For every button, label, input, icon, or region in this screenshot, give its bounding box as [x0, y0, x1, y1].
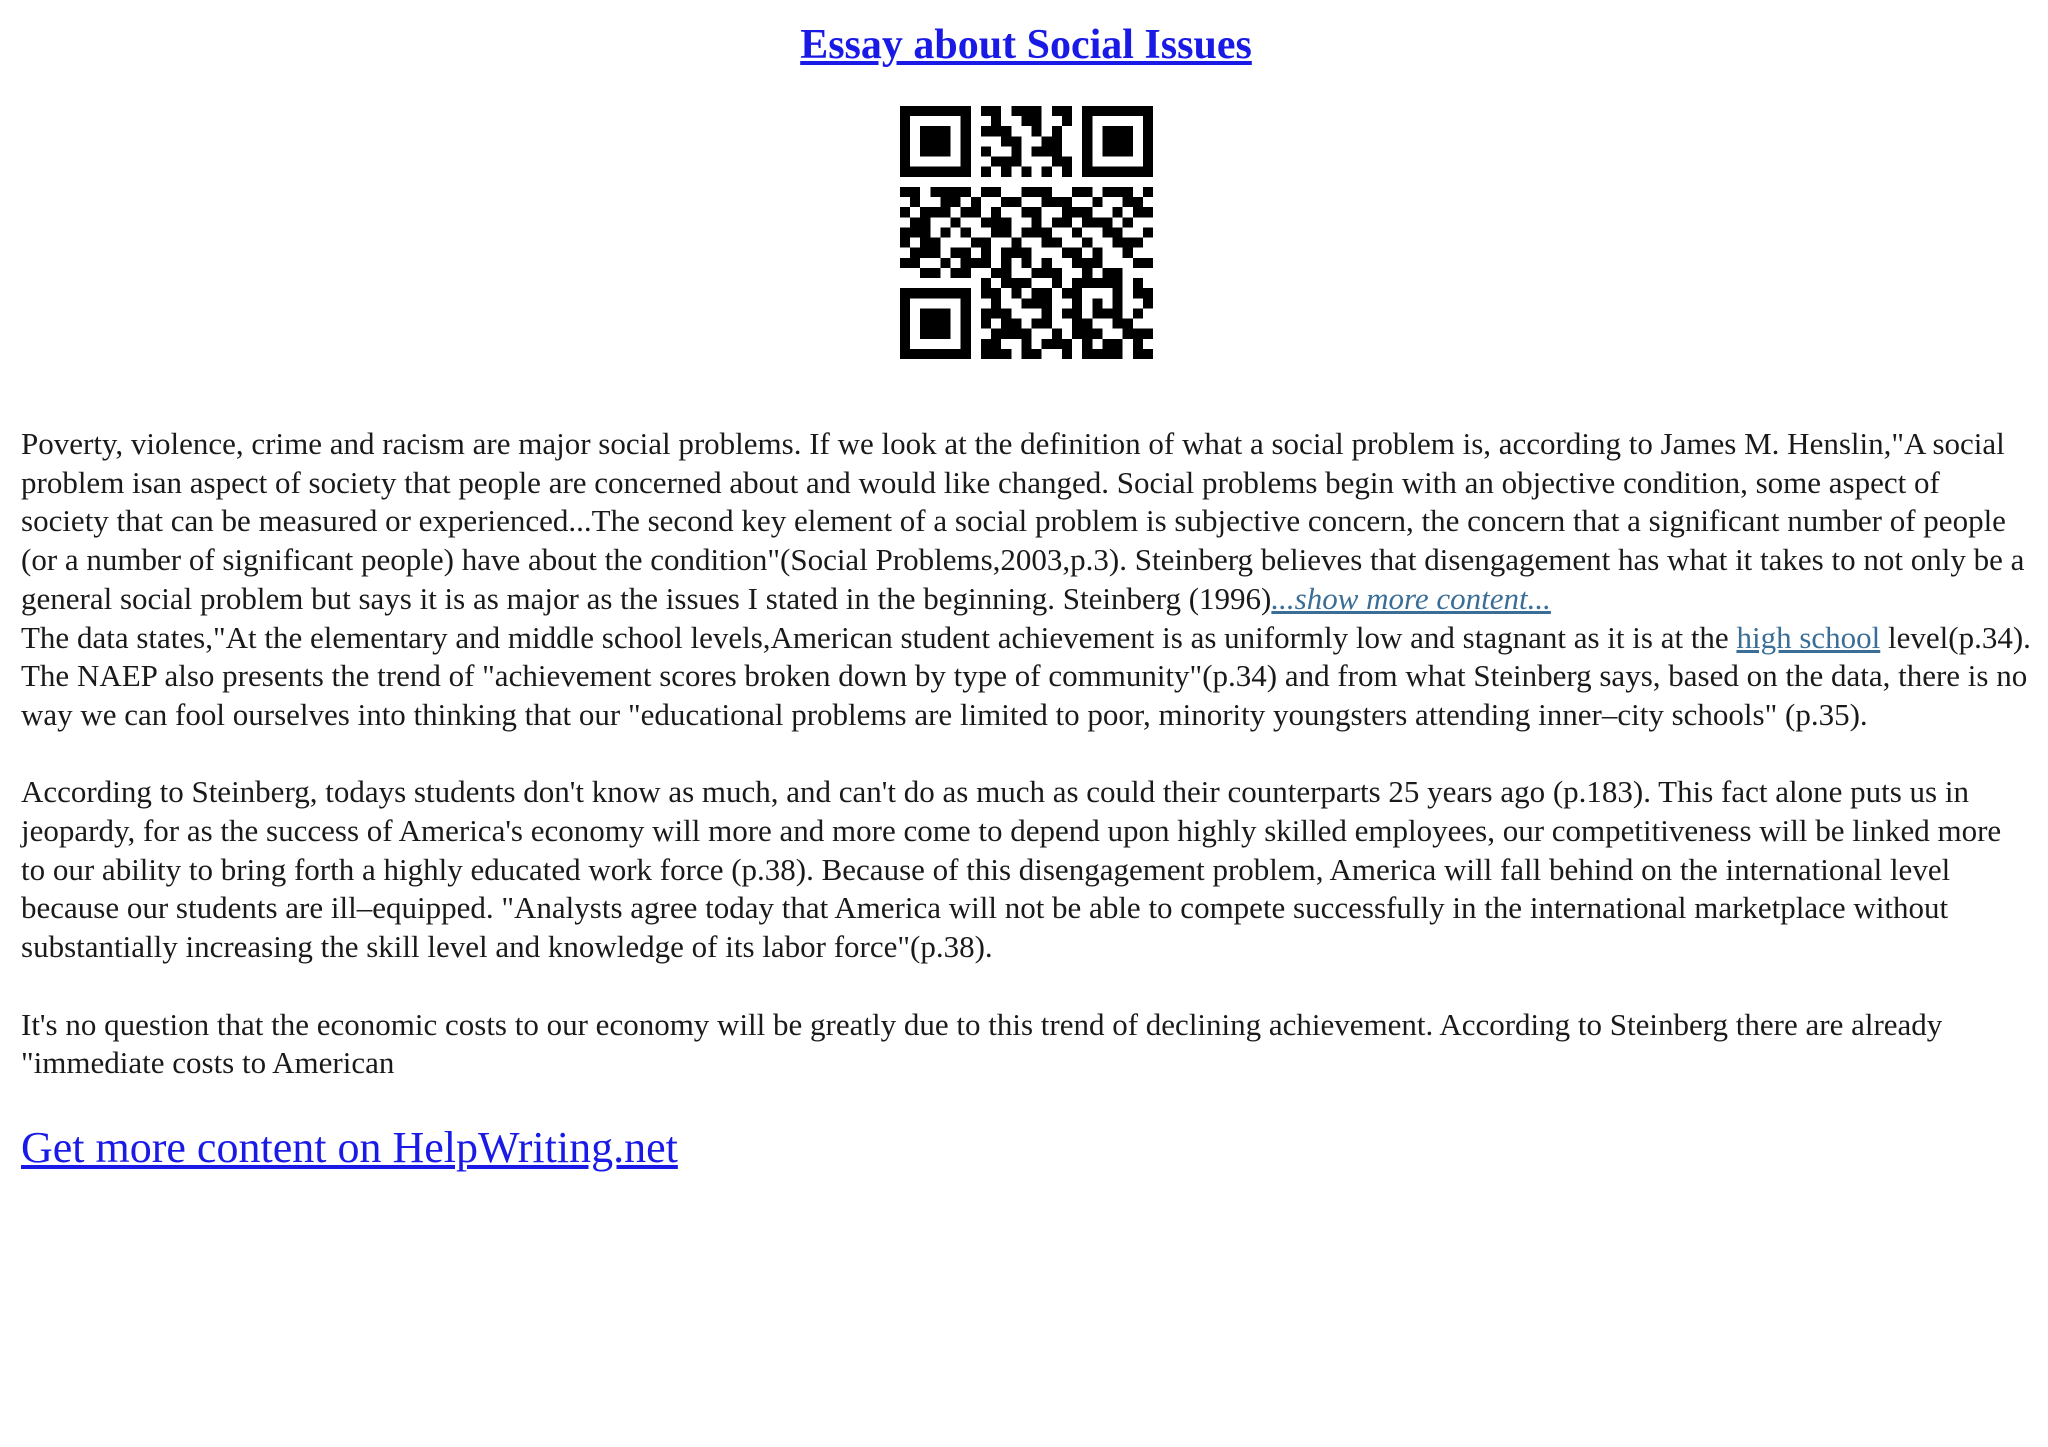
paragraph-2 [21, 619, 2031, 735]
qr-code-icon [900, 106, 1153, 359]
paragraph-spacer [21, 735, 2031, 774]
paragraph-3: According to Steinberg, todays students don't know as much, and can't do as much as could their counterparts 25 years ago (p.183). This fact alone puts us in jeopardy, for as the success of America's economy will more and more come to depend upon highly skilled employees, our competitiveness will be linked more to our ability to bring forth a highly educated work force (p.38). Because of this disengagement problem, America will fall behind on the international level because our students are ill–equipped. "Analysts agree today that America will not be able to compete successfully in the international marketplace without substantially increasing the skill level and knowledge of its labor force"(p.38). [21, 774, 2002, 965]
show-more-link[interactable]: ...show more content... [1271, 580, 1551, 616]
paragraph-4: It's no question that the economic costs to our economy will be greatly due to this trend of declining achievement. According to Steinberg there are already "immediate costs to American [21, 1006, 1943, 1081]
paragraph-2-text-before: The data states,"At the elementary and middle school levels,American student achievement is as uniformly low and stagnant as it is at the [21, 619, 1737, 655]
footer-container [21, 1121, 2031, 1175]
paragraph-1-text: Poverty, violence, crime and racism are major social problems. If we look at the definition of what a social problem is, according to James M. Henslin,"A social problem isan aspect of society that people are concerned about and would like changed. Social problems begin with an objective condition, some aspect of society that can be measured or experienced...The second key element of a social problem is subjective concern, the concern that a significant number of people (or a number of significant people) have about the condition"(Social Problems,2003,p.3). Steinberg believes that disengagement has what it takes to not only be a general social problem but says it is as major as the issues I stated in the beginning. Steinberg (1996) [21, 426, 2025, 616]
get-more-content-link[interactable]: Get more content on HelpWriting.net [21, 1122, 678, 1172]
essay-body [21, 425, 2031, 1083]
paragraph-1 [21, 425, 2031, 619]
page-title[interactable]: Essay about Social Issues [800, 22, 1252, 68]
title-container [21, 20, 2031, 70]
high-school-link[interactable]: high school [1736, 619, 1881, 655]
document-page [21, 0, 2031, 1175]
paragraph-spacer [21, 967, 2031, 1006]
paragraph-2-text-after: level(p.34). The NAEP also presents the trend of "achievement scores broken down by type of community"(p.34) and from what Steinberg says, based on the data, there is no way we can fool ourselves into thinking that our "educational problems are limited to poor, minority youngsters attending inner–city schools" (p.35). [21, 619, 2031, 732]
qr-container [21, 106, 2031, 359]
